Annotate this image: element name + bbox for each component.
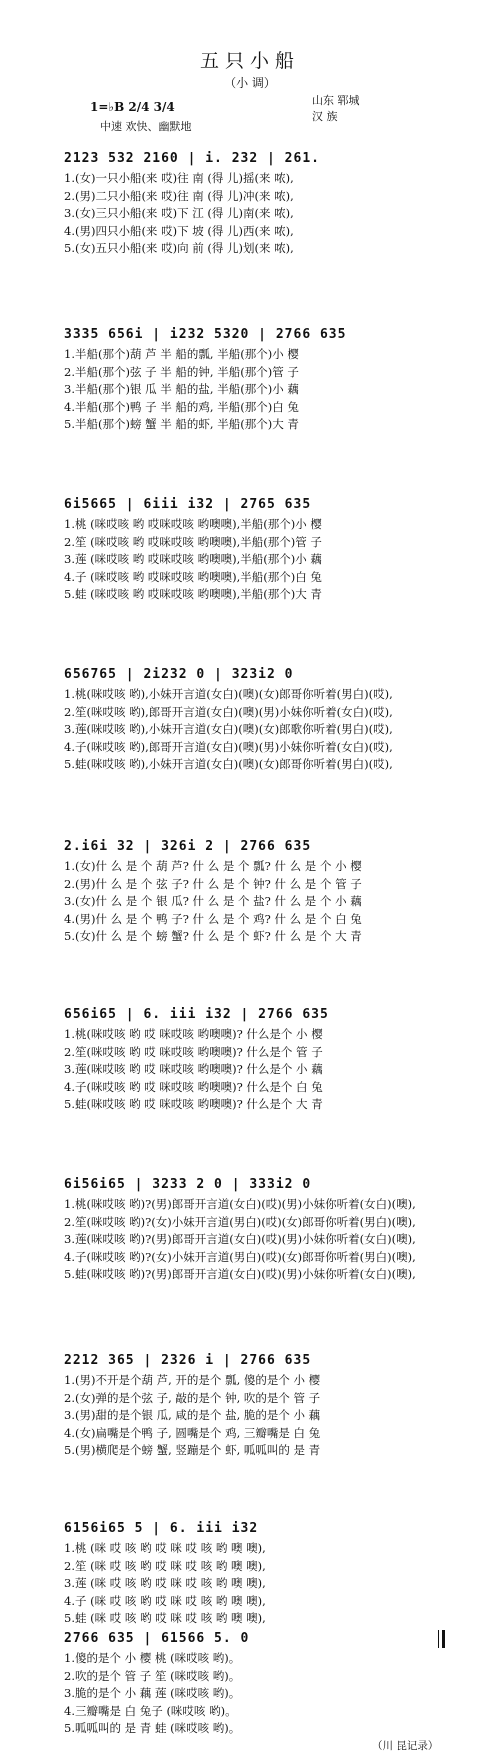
lyric-verse-1: 1.半船(那个)葫 芦 半 船的瓢, 半船(那个)小 樱 [64,347,299,361]
tempo-marking: 中速 欢快、幽默地 [100,120,192,133]
lyric-verse-1: 1.(女)什 么 是 个 葫 芦? 什 么 是 个 瓢? 什 么 是 个 小 樱 [64,859,362,873]
origin-ethnicity: 汉 族 [312,110,338,123]
lyric-verse-2: 2.半船(那个)弦 子 半 船的钟, 半船(那个)管 子 [64,364,299,379]
lyric-verse-2: 2.笙 (咪 哎 咳 哟 哎 咪 哎 咳 哟 噢 噢), [64,1558,266,1573]
lyric-verse-3: 3.(女)什 么 是 个 银 瓜? 什 么 是 个 盐? 什 么 是 个 小 藕 [64,894,362,908]
lyric-verse-2: 2.笙(咪哎咳 哟)?(女)小妹开言道(男白)(哎)(女)郎哥你听着(男白)(噢), [64,1214,416,1229]
lyric-verse-4: 4.子 (咪哎咳 哟 哎咪哎咳 哟噢噢),半船(那个)白 兔 [64,569,322,584]
notation-line: 656765 | 2i232 0 | 323i2 0 [64,667,294,682]
score-section-3 [64,494,444,604]
notation-line: 656i65 | 6. iii i32 | 2766 635 [64,1007,329,1022]
notation-line: 6156i65 5 | 6. iii i32 [64,1521,259,1536]
notation-line: 2.i6i 32 | 326i 2 | 2766 635 [64,839,312,854]
notation-line: 2766 635 | 61566 5. 0 [64,1631,250,1646]
lyric-verse-1: 1.桃(咪哎咳 哟),小妹开言道(女白)(噢)(女)郎哥你听着(男白)(哎), [64,687,393,701]
lyric-verse-2: 2.(女)弹的是个弦 子, 敲的是个 钟, 吹的是个 管 子 [64,1390,321,1405]
score-section-9 [64,1518,444,1628]
lyric-verse-3: 3.半船(那个)银 瓜 半 船的盐, 半船(那个)小 藕 [64,382,299,396]
lyric-verse-2: 2.笙(咪哎咳 哟 哎 咪哎咳 哟噢噢)? 什么是个 管 子 [64,1044,323,1059]
lyric-verse-4: 4.(男)四只小船(来 哎)下 坡 (得 儿)西(来 哝), [64,223,294,238]
score-section-8 [64,1350,444,1460]
lyric-verse-3: 3.(女)三只小船(来 哎)下 江 (得 儿)南(来 哝), [64,206,294,220]
lyric-verse-3: 3.莲(咪哎咳 哟 哎 咪哎咳 哟噢噢)? 什么是个 小 藕 [64,1062,323,1076]
score-section-4 [64,664,444,774]
lyric-verse-4: 4.子(咪哎咳 哟 哎 咪哎咳 哟噢噢)? 什么是个 白 兔 [64,1079,323,1094]
lyric-verse-2: 2.(男)二只小船(来 哎)往 南 (得 儿)冲(来 哝), [64,188,294,203]
lyric-verse-5: 5.蛙(咪哎咳 哟),小妹开言道(女白)(噢)(女)郎哥你听着(男白)(哎), [64,757,393,771]
lyric-verse-3: 3.莲 (咪 哎 咳 哟 哎 咪 哎 咳 哟 噢 噢), [64,1576,266,1590]
lyric-verse-5: 5.蛙 (咪哎咳 哟 哎咪哎咳 哟噢噢),半船(那个)大 青 [64,587,322,601]
origin-region: 山东 郓城 [312,94,360,107]
final-barline-thin [438,1630,439,1648]
lyric-verse-3: 3.(男)甜的是个银 瓜, 咸的是个 盐, 脆的是个 小 藕 [64,1408,321,1422]
lyric-verse-5: 5.半船(那个)螃 蟹 半 船的虾, 半船(那个)大 青 [64,417,299,431]
score-section-10 [64,1628,444,1738]
lyric-verse-4: 4.(男)什 么 是 个 鸭 子? 什 么 是 个 鸡? 什 么 是 个 白 兔 [64,911,362,926]
notation-line: 2212 365 | 2326 i | 2766 635 [64,1353,312,1368]
lyric-verse-4: 4.(女)扁嘴是个鸭 子, 圆嘴是个 鸡, 三瓣嘴是 白 兔 [64,1425,321,1440]
score-section-1 [64,148,444,258]
lyric-verse-4: 4.子(咪哎咳 哟),郎哥开言道(女白)(噢)(男)小妹你听着(女白)(哎), [64,739,393,754]
score-section-2 [64,324,444,434]
score-section-5 [64,836,444,946]
notation-line: 6i56i65 | 3233 2 0 | 333i2 0 [64,1177,312,1192]
score-section-6 [64,1004,444,1114]
lyric-verse-1: 1.桃(咪哎咳 哟 哎 咪哎咳 哟噢噢)? 什么是个 小 樱 [64,1027,323,1041]
lyric-verse-5: 5.蛙 (咪 哎 咳 哟 哎 咪 哎 咳 哟 噢 噢), [64,1611,266,1625]
final-barline-thick [442,1630,445,1648]
lyric-verse-5: 5.呱呱叫的 是 青 蛙 (咪哎咳 哟)。 [64,1721,241,1735]
key-signature: 1=♭B 2/4 3/4 [90,100,175,114]
lyric-verse-2: 2.(男)什 么 是 个 弦 子? 什 么 是 个 钟? 什 么 是 个 管 子 [64,876,362,891]
lyric-verse-3: 3.莲(咪哎咳 哟),小妹开言道(女白)(噢)(女)郎歌你听着(男白)(哎), [64,722,393,736]
lyric-verse-2: 2.笙(咪哎咳 哟),郎哥开言道(女白)(噢)(男)小妹你听着(女白)(哎), [64,704,393,719]
transcription-credit: （川 昆记录） [372,1740,439,1752]
lyric-verse-1: 1.(男)不开是个葫 芦, 开的是个 瓢, 傻的是个 小 樱 [64,1373,321,1387]
lyric-verse-5: 5.(男)横爬是个螃 蟹, 竖蹦是个 虾, 呱呱叫的 是 青 [64,1443,321,1457]
song-title: 五只小船 [199,50,300,72]
lyric-verse-5: 5.蛙(咪哎咳 哟 哎 咪哎咳 哟噢噢)? 什么是个 大 青 [64,1097,323,1111]
lyric-verse-1: 1.傻的是个 小 樱 桃 (咪哎咳 哟)。 [64,1651,241,1665]
lyric-verse-5: 5.(女)什 么 是 个 螃 蟹? 什 么 是 个 虾? 什 么 是 个 大 青 [64,929,362,943]
lyric-verse-5: 5.(女)五只小船(来 哎)向 前 (得 儿)划(来 哝), [64,241,294,255]
lyric-verse-4: 4.子(咪哎咳 哟)?(女)小妹开言道(男白)(哎)(女)郎哥你听着(男白)(噢), [64,1249,416,1264]
lyric-verse-3: 3.脆的是个 小 藕 莲 (咪哎咳 哟)。 [64,1686,241,1700]
lyric-verse-4: 4.半船(那个)鸭 子 半 船的鸡, 半船(那个)白 兔 [64,399,299,414]
lyric-verse-1: 1.桃 (咪 哎 咳 哟 哎 咪 哎 咳 哟 噢 噢), [64,1541,266,1555]
notation-line: 3335 656i | i232 5320 | 2766 635 [64,327,347,342]
lyric-verse-4: 4.子 (咪 哎 咳 哟 哎 咪 哎 咳 哟 噢 噢), [64,1593,266,1608]
lyric-verse-1: 1.(女)一只小船(来 哎)往 南 (得 儿)摇(来 哝), [64,171,294,185]
song-subtitle: （小 调） [224,76,276,90]
lyric-verse-2: 2.吹的是个 管 子 笙 (咪哎咳 哟)。 [64,1668,241,1683]
lyric-verse-5: 5.蛙(咪哎咳 哟)?(男)郎哥开言道(女白)(哎)(男)小妹你听着(女白)(噢), [64,1267,416,1281]
score-section-7 [64,1174,444,1284]
notation-line: 2123 532 2160 | i. 232 | 261. [64,151,320,166]
notation-line: 6i5665 | 6iii i32 | 2765 635 [64,497,312,512]
lyric-verse-3: 3.莲 (咪哎咳 哟 哎咪哎咳 哟噢噢),半船(那个)小 藕 [64,552,322,566]
lyric-verse-1: 1.桃(咪哎咳 哟)?(男)郎哥开言道(女白)(哎)(男)小妹你听着(女白)(噢), [64,1197,416,1211]
lyric-verse-1: 1.桃 (咪哎咳 哟 哎咪哎咳 哟噢噢),半船(那个)小 樱 [64,517,322,531]
lyric-verse-3: 3.莲(咪哎咳 哟)?(男)郎哥开言道(女白)(哎)(男)小妹你听着(女白)(噢), [64,1232,416,1246]
lyric-verse-2: 2.笙 (咪哎咳 哟 哎咪哎咳 哟噢噢),半船(那个)管 子 [64,534,322,549]
lyric-verse-4: 4.三瓣嘴是 白 兔子 (咪哎咳 哟)。 [64,1703,237,1718]
